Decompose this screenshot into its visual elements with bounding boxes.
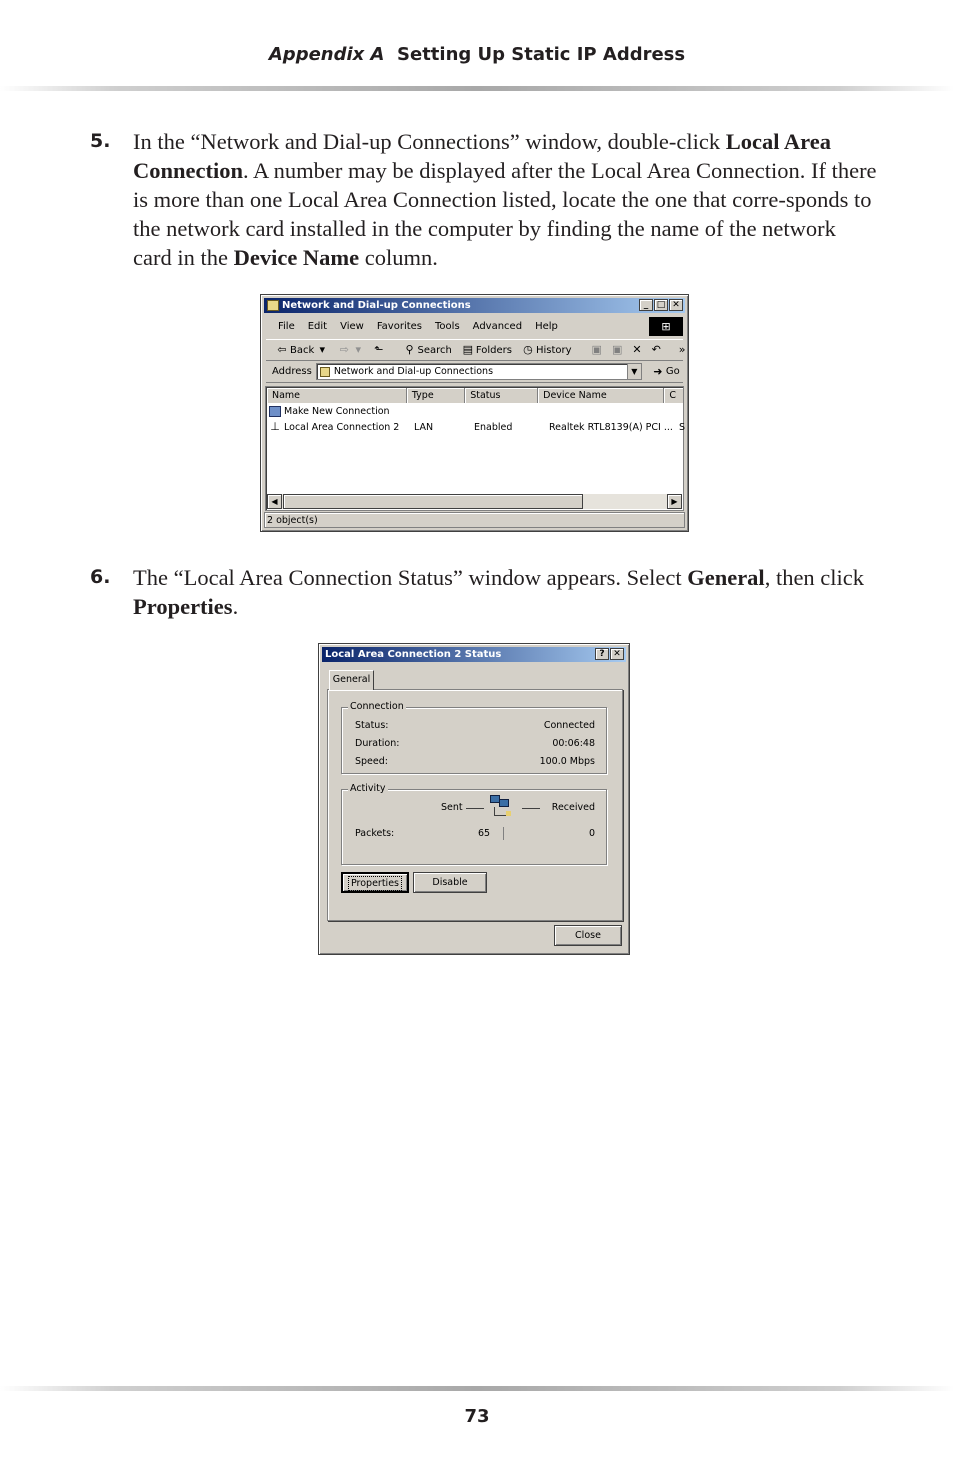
windows-logo-icon: ⊞ xyxy=(649,317,683,336)
go-button[interactable] xyxy=(652,366,680,378)
network-activity-icon xyxy=(490,795,514,817)
bold-term: Device Name xyxy=(233,245,360,270)
bold-term: Properties xyxy=(133,594,233,619)
text-run: In the “Network and Dial-up Connections” window, double-click xyxy=(133,129,726,154)
footer-rule xyxy=(0,1386,954,1391)
horizontal-scrollbar[interactable] xyxy=(267,494,682,509)
folders-button[interactable] xyxy=(462,344,512,356)
item-type: LAN xyxy=(414,422,434,433)
speed-label: Speed: xyxy=(355,756,388,767)
properties-button[interactable] xyxy=(341,872,409,893)
header-rule xyxy=(0,86,954,91)
duration-label: Duration: xyxy=(355,738,400,749)
search-icon: ⚲ xyxy=(405,343,414,356)
status-label: Status: xyxy=(355,720,389,731)
appendix-label: Appendix A xyxy=(268,44,385,65)
menu-view[interactable]: View xyxy=(340,320,364,332)
status-value: Connected xyxy=(543,720,595,731)
column-header-name[interactable]: Name xyxy=(267,388,407,403)
menu-help[interactable]: Help xyxy=(535,320,558,332)
column-header-extra[interactable]: C xyxy=(664,388,684,403)
close-button[interactable]: ✕ xyxy=(610,648,624,660)
dialog-title: Local Area Connection 2 Status xyxy=(325,649,502,660)
packets-sent-value: 65 xyxy=(478,828,491,839)
menu-advanced[interactable]: Advanced xyxy=(472,320,523,332)
disable-label: Disable xyxy=(432,877,468,888)
menu-tools[interactable]: Tools xyxy=(435,320,460,332)
step-6 xyxy=(90,563,880,621)
help-button[interactable]: ? xyxy=(595,648,609,660)
text-run: . xyxy=(232,594,239,619)
move-to-icon[interactable]: ▣ xyxy=(591,343,602,356)
window-controls xyxy=(639,299,683,311)
toolbar-overflow-icon[interactable]: » xyxy=(678,343,686,356)
scroll-left-icon[interactable]: ◀ xyxy=(267,494,282,509)
menu-edit[interactable]: Edit xyxy=(307,320,328,332)
copy-to-icon[interactable]: ▣ xyxy=(611,343,623,356)
address-bar xyxy=(266,361,683,383)
go-label: Go xyxy=(665,366,680,377)
back-arrow-icon: ⇦ xyxy=(277,343,287,356)
address-label: Address xyxy=(272,366,312,377)
dialog-controls xyxy=(595,648,624,660)
network-connections-window xyxy=(260,294,689,532)
page-number: 73 xyxy=(464,1406,490,1427)
item-name: Make New Connection xyxy=(284,406,390,417)
status-text: 2 object(s) xyxy=(267,515,318,526)
window-titlebar xyxy=(264,298,685,313)
delete-icon[interactable]: ✕ xyxy=(632,343,642,356)
history-icon: ◷ xyxy=(523,343,533,356)
list-item[interactable] xyxy=(269,404,679,420)
up-folder-icon[interactable]: ⬑ xyxy=(374,343,384,356)
text-run: The “Local Area Connection Status” window appears. Select xyxy=(133,565,688,590)
packets-label: Packets: xyxy=(355,828,395,839)
connection-status-dialog xyxy=(318,643,630,955)
back-label: Back xyxy=(290,344,315,356)
text-run: . A number may be displayed after the Local Area Connection. If there is more than one Local Area Connection listed, locate the one that corre-sponds to the network card installed in the computer by finding the name of the network card in the xyxy=(133,158,877,270)
network-connection-icon: ⊥ xyxy=(270,420,280,433)
column-header-device-name[interactable]: Device Name xyxy=(538,388,664,403)
maximize-button[interactable]: □ xyxy=(654,299,668,311)
activity-group-label: Activity xyxy=(350,783,386,794)
text-run: , then click xyxy=(764,565,865,590)
status-bar xyxy=(264,512,685,528)
search-label: Search xyxy=(417,344,452,356)
speed-value: 100.0 Mbps xyxy=(539,756,595,767)
close-label: Close xyxy=(575,930,601,941)
tab-general[interactable]: General xyxy=(329,670,374,690)
address-input[interactable] xyxy=(316,363,642,380)
folder-icon xyxy=(267,300,279,311)
item-name: Local Area Connection 2 xyxy=(284,422,400,433)
menu-bar xyxy=(267,317,558,335)
bold-term: General xyxy=(687,565,765,590)
duration-value: 00:06:48 xyxy=(552,738,595,749)
dropdown-icon: ▾ xyxy=(319,343,326,356)
received-label: Received xyxy=(551,802,595,813)
minimize-button[interactable]: _ xyxy=(639,299,653,311)
step-5 xyxy=(90,127,880,272)
item-status: Enabled xyxy=(474,422,513,433)
step-number: 5. xyxy=(90,130,111,152)
new-connection-icon xyxy=(269,406,281,417)
running-header xyxy=(0,44,954,65)
header-title: Setting Up Static IP Address xyxy=(397,44,686,65)
step-number: 6. xyxy=(90,566,111,588)
menu-file[interactable]: File xyxy=(278,320,295,332)
go-arrow-icon: ➜ xyxy=(653,364,663,378)
back-button[interactable] xyxy=(276,344,328,356)
activity-group xyxy=(341,783,607,865)
column-header-status[interactable]: Status xyxy=(465,388,538,403)
dropdown-icon: ▾ xyxy=(355,343,362,356)
toolbar xyxy=(266,339,686,361)
address-value: Network and Dial-up Connections xyxy=(333,366,494,377)
bold-term: Local Area Connection xyxy=(133,129,831,183)
folders-icon: ▤ xyxy=(462,343,474,356)
forward-arrow-icon: ⇨ xyxy=(339,343,349,356)
item-device-name: Realtek RTL8139(A) PCI ... xyxy=(549,422,673,433)
menu-favorites[interactable]: Favorites xyxy=(376,320,423,332)
connections-list xyxy=(265,386,684,511)
disable-button[interactable] xyxy=(413,872,487,893)
packets-divider xyxy=(503,827,504,840)
step-text xyxy=(133,127,880,272)
scroll-right-icon[interactable]: ▶ xyxy=(667,494,682,509)
history-button[interactable] xyxy=(522,344,572,356)
undo-icon[interactable]: ↶ xyxy=(651,343,661,356)
text-run: column. xyxy=(359,245,438,270)
folder-icon xyxy=(320,367,330,377)
item-extra: S xyxy=(679,422,686,433)
search-button[interactable] xyxy=(403,344,451,356)
address-dropdown-icon[interactable]: ▼ xyxy=(627,364,641,379)
dialog-titlebar xyxy=(322,647,626,662)
packets-received-value: 0 xyxy=(588,828,595,839)
connection-group-label: Connection xyxy=(350,701,404,712)
folders-label: Folders xyxy=(475,344,512,356)
sent-label: Sent xyxy=(441,802,463,813)
list-header xyxy=(267,388,684,403)
list-item[interactable] xyxy=(269,420,689,436)
close-dialog-button[interactable] xyxy=(554,925,622,946)
tab-panel-general xyxy=(327,689,623,921)
window-title: Network and Dial-up Connections xyxy=(282,300,471,311)
properties-label: Properties xyxy=(348,876,402,891)
sent-line xyxy=(466,808,484,809)
connection-group xyxy=(341,701,607,774)
forward-button[interactable] xyxy=(338,344,364,356)
received-line xyxy=(522,808,540,809)
history-label: History xyxy=(535,344,572,356)
step-text xyxy=(133,563,880,621)
close-button[interactable]: ✕ xyxy=(669,299,683,311)
scroll-thumb[interactable] xyxy=(283,494,583,509)
column-header-type[interactable]: Type xyxy=(407,388,465,403)
